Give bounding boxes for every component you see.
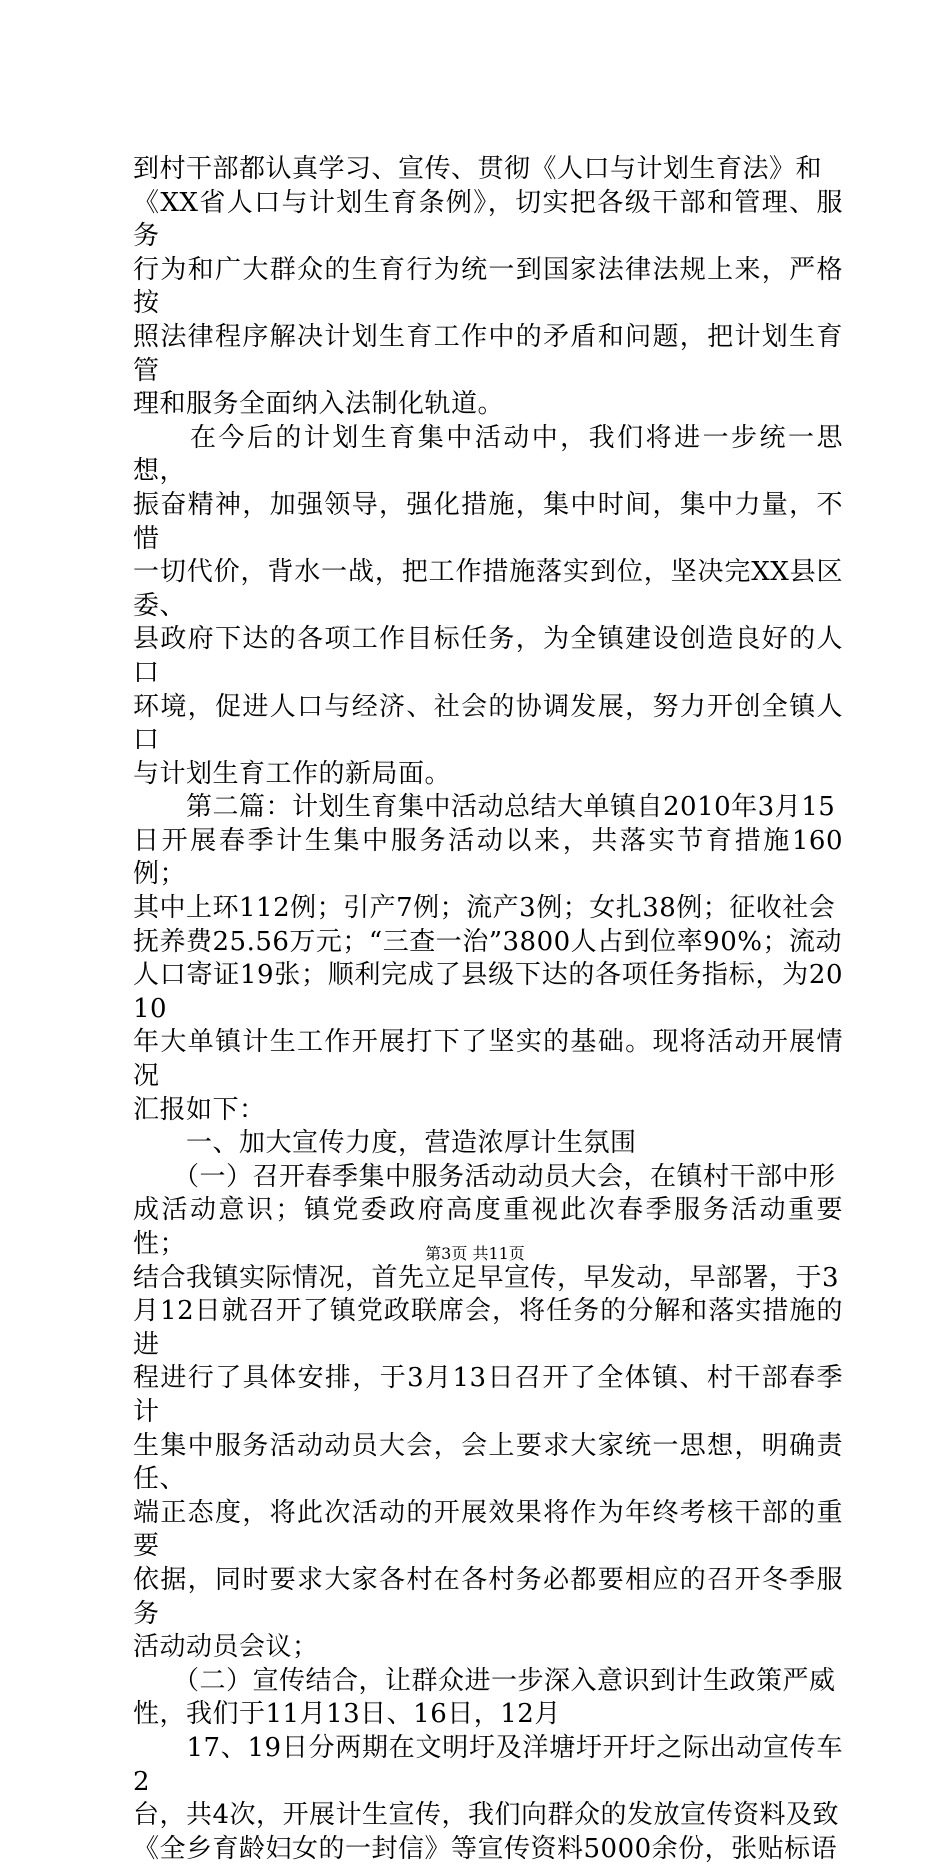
- text-line: （一）召开春季集中服务活动动员大会，在镇村干部中形: [133, 1161, 836, 1192]
- text-line: （二）宣传结合，让群众进一步深入意识到计生政策严威: [133, 1665, 836, 1696]
- text-line: 日开展春季计生集中服务活动以来，共落实节育措施160例；: [133, 825, 843, 890]
- text-line: 与计划生育工作的新局面。: [133, 758, 452, 789]
- text-line: 活动动员会议；: [133, 1632, 319, 1663]
- text-line: 月12日就召开了镇党政联席会，将任务的分解和落实措施的进: [133, 1296, 843, 1360]
- text-line: 《全乡育龄妇女的一封信》等宣传资料5000余份，张贴标语: [133, 1833, 838, 1864]
- page-footer: 第3页 共11页: [425, 1244, 525, 1263]
- text-line: 结合我镇实际情况，首先立足早宣传，早发动，早部署，于3: [133, 1262, 840, 1293]
- text-line: 其中上环112例；引产7例；流产3例；女扎38例；征收社会: [133, 893, 836, 924]
- text-line: 性，我们于11月13日、16日，12月: [133, 1699, 561, 1730]
- text-line: 程进行了具体安排，于3月13日召开了全体镇、村干部春季计: [133, 1363, 843, 1427]
- text-line: 汇报如下：: [133, 1094, 266, 1125]
- text-line: 一切代价，背水一战，把工作措施落实到位，坚决完XX县区委、: [133, 557, 843, 621]
- text-line: 照法律程序解决计划生育工作中的矛盾和问题，把计划生育管: [133, 321, 843, 386]
- text-line: 年大单镇计生工作开展打下了坚实的基础。现将活动开展情况: [133, 1027, 843, 1092]
- text-line: 一、加大宣传力度，营造浓厚计生氛围: [133, 1128, 637, 1159]
- text-line: 生集中服务活动动员大会，会上要求大家统一思想，明确责任、: [133, 1430, 843, 1495]
- text-line: 振奋精神，加强领导，强化措施，集中时间，集中力量，不惜: [133, 489, 843, 554]
- text-line: 到村干部都认真学习、宣传、贯彻《人口与计划生育法》和: [133, 154, 823, 184]
- text-line: 第二篇：计划生育集中活动总结大单镇自2010年3月15: [133, 792, 836, 823]
- text-line: 在今后的计划生育集中活动中，我们将进一步统一思想，: [133, 422, 843, 487]
- text-line: 人口寄证19张；顺利完成了县级下达的各项任务指标，为2010: [133, 960, 843, 1024]
- text-line: 环境，促进人口与经济、社会的协调发展，努力开创全镇人口: [133, 691, 843, 756]
- body-text: [133, 153, 843, 1866]
- text-line: 理和服务全面纳入法制化轨道。: [133, 389, 505, 420]
- text-line: 17、19日分两期在文明圩及洋塘圩开圩之际出动宣传车2: [133, 1732, 843, 1797]
- text-line: 抚养费25.56万元；“三查一治”3800人占到位率90%；流动: [133, 926, 842, 957]
- text-line: 台，共4次，开展计生宣传，我们向群众的发放宣传资料及致: [133, 1800, 840, 1831]
- text-line: 县政府下达的各项工作目标任务，为全镇建设创造良好的人口: [133, 624, 843, 688]
- text-line: 端正态度，将此次活动的开展效果将作为年终考核干部的重要: [133, 1497, 843, 1562]
- text-line: 行为和广大群众的生育行为统一到国家法律法规上来，严格按: [133, 254, 843, 319]
- text-line: 《XX省人口与计划生育条例》，切实把各级干部和管理、服务: [133, 187, 843, 252]
- text-line: 依据，同时要求大家各村在各村务必都要相应的召开冬季服务: [133, 1564, 843, 1629]
- text-line: 成活动意识；镇党委政府高度重视此次春季服务活动重要性；: [133, 1195, 843, 1259]
